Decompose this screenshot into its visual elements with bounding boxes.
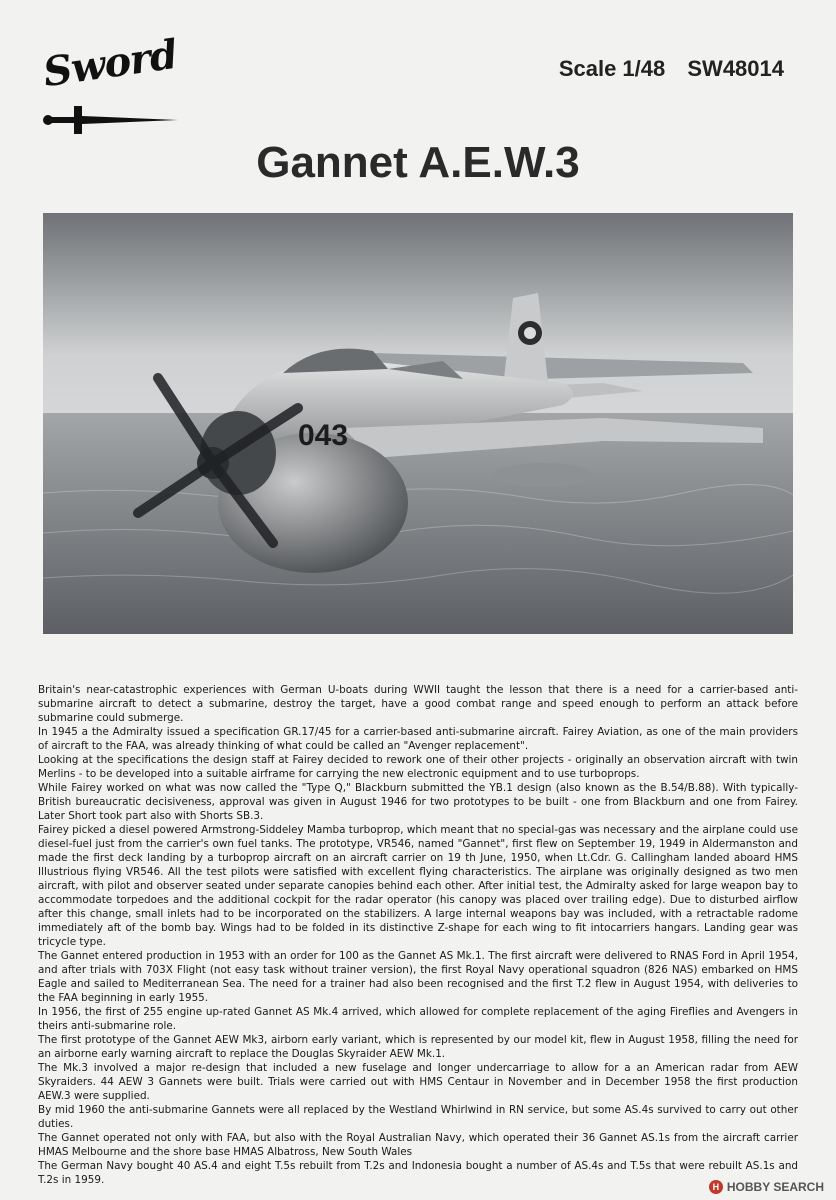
product-code: SW48014: [687, 56, 784, 81]
watermark: [709, 1180, 824, 1194]
sword-logo: [30, 22, 190, 142]
page-title: Gannet A.E.W.3: [256, 138, 580, 187]
sword-icon: [42, 100, 182, 140]
paragraph: In 1956, the first of 255 engine up-rated Gannet AS Mk.4 arrived, which allowed for complete replacement of the aging Fireflies and Avengers in theirs anti-submarine role.: [38, 1006, 798, 1032]
paragraph: Looking at the specifications the design staff at Fairey decided to rework one of their other projects - originally an observation aircraft with twin Merlins - to be developed into a suitable airframe for carrying the new electronic equipment and to use turboprops.: [38, 754, 798, 780]
paragraph: The Mk.3 involved a major re-design that included a new fuselage and longer undercarriage to allow for a an American radar from AEW Skyraiders. 44 AEW 3 Gannets were built. Trials were carried out with HMS Centaur in November and in December 1958 the first production AEW.3 were supplied.: [38, 1062, 798, 1102]
paragraph: The German Navy bought 40 AS.4 and eight T.5s rebuilt from T.2s and Indonesia bought a number of AS.4s and T.5s that were rebuilt AS.1s and T.2s in 1959.: [38, 1160, 798, 1186]
logo-wordmark: Sword: [40, 30, 180, 97]
paragraph: The first prototype of the Gannet AEW Mk3, airborn early variant, which is represented by our model kit, flew in August 1958, filling the need for an airborne early warning aircraft to replace the Douglas Skyraider AEW Mk.1.: [38, 1034, 798, 1060]
scale-and-code: [543, 56, 784, 82]
paragraph: In 1945 a the Admiralty issued a specification GR.17/45 for a carrier-based anti-submarine aircraft. Fairey Aviation, as one of the main providers of aircraft to the FAA, was already thinking of what could be called an "Avenger replacement".: [38, 726, 798, 752]
paragraph: The Gannet entered production in 1953 with an order for 100 as the Gannet AS Mk.1. The first aircraft were delivered to RNAS Ford in April 1954, and after trials with 703X Flight (not easy task without trainer version), the first Royal Navy operational squadron (826 NAS) embarked on HMS Eagle and sailed to Mediterranean Sea. The need for a trainer had also been recognised and the first T.2 flew in August 1954, with deliveries to the FAA beginning in early 1955.: [38, 950, 798, 1004]
drop-tank: [493, 463, 593, 487]
paragraph: While Fairey worked on what was now called the "Type Q," Blackburn submitted the YB.1 design (also known as the B.54/B.88). With typically-British bureaucratic decisiveness, approval was given in August 1946 for two prototypes to be built - one from Blackburn and one from Fairey. Later Short took part also with Shorts SB.3.: [38, 782, 798, 822]
paragraph: By mid 1960 the anti-submarine Gannets were all replaced by the Westland Whirlwind in RN service, but some AS.4s survived to carry out other duties.: [38, 1104, 798, 1130]
history-text: [38, 683, 798, 1187]
paragraph: The Gannet operated not only with FAA, but also with the Royal Australian Navy, which operated their 36 Gannet AS.1s from the aircraft carrier HMAS Melbourne and the shore base HMAS Albatross, New South Wales: [38, 1132, 798, 1158]
fuselage-code: 043: [298, 419, 349, 452]
gannet-artwork: [43, 213, 793, 634]
scale-label: Scale 1/48: [558, 56, 666, 81]
paragraph: Fairey picked a diesel powered Armstrong-Siddeley Mamba turboprop, which meant that no special-gas was necessary and the airplane could use diesel-fuel just from the carrier's own fuel tanks. The prototype, VR546, named "Gannet", first flew on September 19, 1949 in Aldermanston and made the first deck landing by a turboprop aircraft on an aircraft carrier on 19 th June, 1950, when Lt.Cdr. G. Callingham landed aboard HMS Illustrious flying VR546. All the test pilots were satisfied with excellent flying characteristics. The airplane was originally designed as two men aircraft, with pilot and observer seated under separate canopies behind each other. After initial test, the Admiralty asked for large weapon bay to accommodate torpedoes and the additional cockpit for the radar operator (his canopy was placed over trailing edge). Due to disturbed airflow after this change, small inlets had to be incorporated on the stabilizers. A large internal weapons bay was included, with a retractable radome immediately aft of the bomb bay. Wings had to be folded in its distinctive Z-shape for each wing to fit intocarriers hangars. Landing gear was tricycle type.: [38, 824, 798, 948]
watermark-text: HOBBY SEARCH: [726, 1180, 824, 1194]
paragraph: Britain's near-catastrophic experiences with German U-boats during WWII taught the lesson that there is a need for a carrier-based anti-submarine aircraft to detect a submarine, destroy the target, have a good combat range and speed enough to perform an attack before submarine could submerge.: [38, 684, 798, 724]
watermark-badge-icon: H: [709, 1180, 723, 1194]
